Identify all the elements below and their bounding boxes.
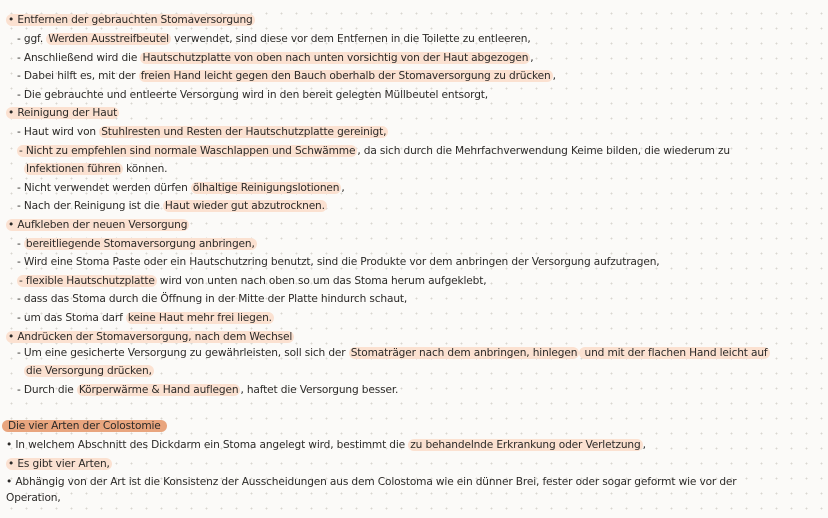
note-line: - Anschließend wird die Hautschutzplatte von oben nach unten vorsichtig von der Haut abgezogen , <box>17 52 534 64</box>
note-line: - Wird eine Stoma Paste oder ein Hautschutzring benutzt, sind die Produkte vor dem anbringen der Versorgung aufzutragen, <box>17 256 660 268</box>
note-line: - Nicht zu empfehlen sind normale Waschlappen und Schwämme , da sich durch die Mehrfachverwendung Keime bilden, die wiederum zu <box>19 145 730 157</box>
note-line: • Abhängig von der Art ist die Konsistenz der Ausscheidungen aus dem Colostoma wie ein dünner Brei, fester oder sogar geformt wie vor der <box>6 476 737 488</box>
note-line: - Nicht verwendet werden dürfen ölhaltige Reinigungslotionen , <box>17 182 345 194</box>
note-line: Operation, <box>6 492 61 504</box>
note-line: - Die gebrauchte und entleerte Versorgung wird in den bereit gelegten Müllbeutel entsorgt, <box>17 89 488 101</box>
note-line: - um das Stoma darf keine Haut mehr frei liegen. <box>17 312 272 324</box>
note-line: - Durch die Körperwärme & Hand auflegen , haftet die Versorgung besser. <box>17 384 399 396</box>
note-line: • In welchem Abschnitt des Dickdarm ein Stoma angelegt wird, bestimmt die zu behandelnde Erkrankung oder Verletzung , <box>6 439 646 451</box>
note-line: - Nach der Reinigung ist die Haut wieder gut abzutrocknen. <box>17 200 325 212</box>
note-line: - bereitliegende Stomaversorgung anbringen, <box>17 238 255 250</box>
section-heading: • Entfernen der gebrauchten Stomaversorgung <box>8 14 253 26</box>
note-line: - Dabei hilft es, mit der freien Hand leicht gegen den Bauch oberhalb der Stomaversorgung zu drücken , <box>17 70 556 82</box>
note-line: - Haut wird von Stuhlresten und Resten der Hautschutzplatte gereinigt, <box>17 126 387 138</box>
section-title: Die vier Arten der Colostomie <box>2 419 167 433</box>
section-heading: • Andrücken der Stomaversorgung, nach dem Wechsel <box>8 331 293 343</box>
note-line: - flexible Hautschutzplatte wird von unten nach oben so um das Stoma herum aufgeklebt, <box>19 275 487 287</box>
section-heading: • Aufkleben der neuen Versorgung <box>8 219 188 231</box>
note-line: Infektionen führen können. <box>26 163 168 175</box>
note-line: - dass das Stoma durch die Öffnung in der Mitte der Platte hindurch schaut, <box>17 293 408 305</box>
section-heading: • Reinigung der Haut <box>8 107 118 119</box>
note-line: - Um eine gesicherte Versorgung zu gewährleisten, soll sich der Stomaträger nach dem anbringen, hinlegen und mit der flachen Hand leicht auf <box>17 347 768 359</box>
note-line: die Versorgung drücken, <box>26 365 152 377</box>
note-line: • Es gibt vier Arten, <box>8 458 110 470</box>
note-line: - ggf. Werden Ausstreifbeutel verwendet, sind diese vor dem Entfernen in die Toilette zu entleeren, <box>17 33 531 45</box>
